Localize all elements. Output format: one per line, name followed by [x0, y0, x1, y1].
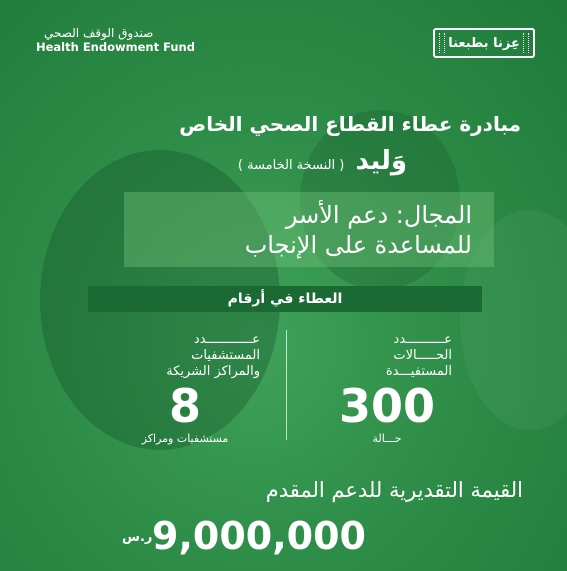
cases-value: 300 — [338, 379, 436, 433]
fund-name-arabic: صندوق الوقف الصحي — [44, 26, 154, 40]
hospitals-label-3: والمراكز الشريكة — [166, 364, 260, 379]
cases-label-3: المستفيـــدة — [385, 364, 452, 379]
cases-unit: حـــالة — [372, 432, 402, 445]
fund-name-english: Health Endowment Fund — [36, 40, 195, 54]
support-value — [122, 514, 442, 558]
cases-stat — [322, 332, 452, 446]
support-amount: 9,000,000 — [152, 514, 366, 558]
field-box — [124, 192, 494, 267]
hospitals-label-2: المستشفيات — [191, 348, 260, 363]
riyal-icon: ر.س — [122, 530, 153, 545]
hospitals-unit: مستشفيات ومراكز — [141, 432, 229, 445]
cases-label-2: الحـــــالات — [393, 348, 452, 363]
initiative-subtitle — [0, 146, 407, 176]
initiative-title: مبادرة عطاء القطاع الصحي الخاص — [179, 112, 521, 136]
hospitals-stat — [110, 332, 260, 446]
hospitals-label-1: عــــــــــــدد — [193, 332, 260, 347]
edition-label: ( النسخة الخامسة ) — [237, 158, 345, 173]
brand-logo: عِزنا بطبعنا — [433, 28, 535, 58]
support-value-label: القيمة التقديرية للدعم المقدم — [265, 478, 523, 502]
column-divider — [286, 330, 287, 440]
field-line-2: للمساعدة على الإنجاب — [244, 231, 472, 259]
cases-label-1: عــــــــــدد — [393, 332, 452, 347]
hospitals-value: 8 — [168, 379, 201, 433]
initiative-name: وَليد — [355, 146, 407, 176]
health-endowment-logo — [36, 26, 196, 54]
numbers-heading: العطاء في أرقام — [88, 286, 482, 312]
field-line-1: المجال: دعم الأسر — [285, 201, 472, 229]
